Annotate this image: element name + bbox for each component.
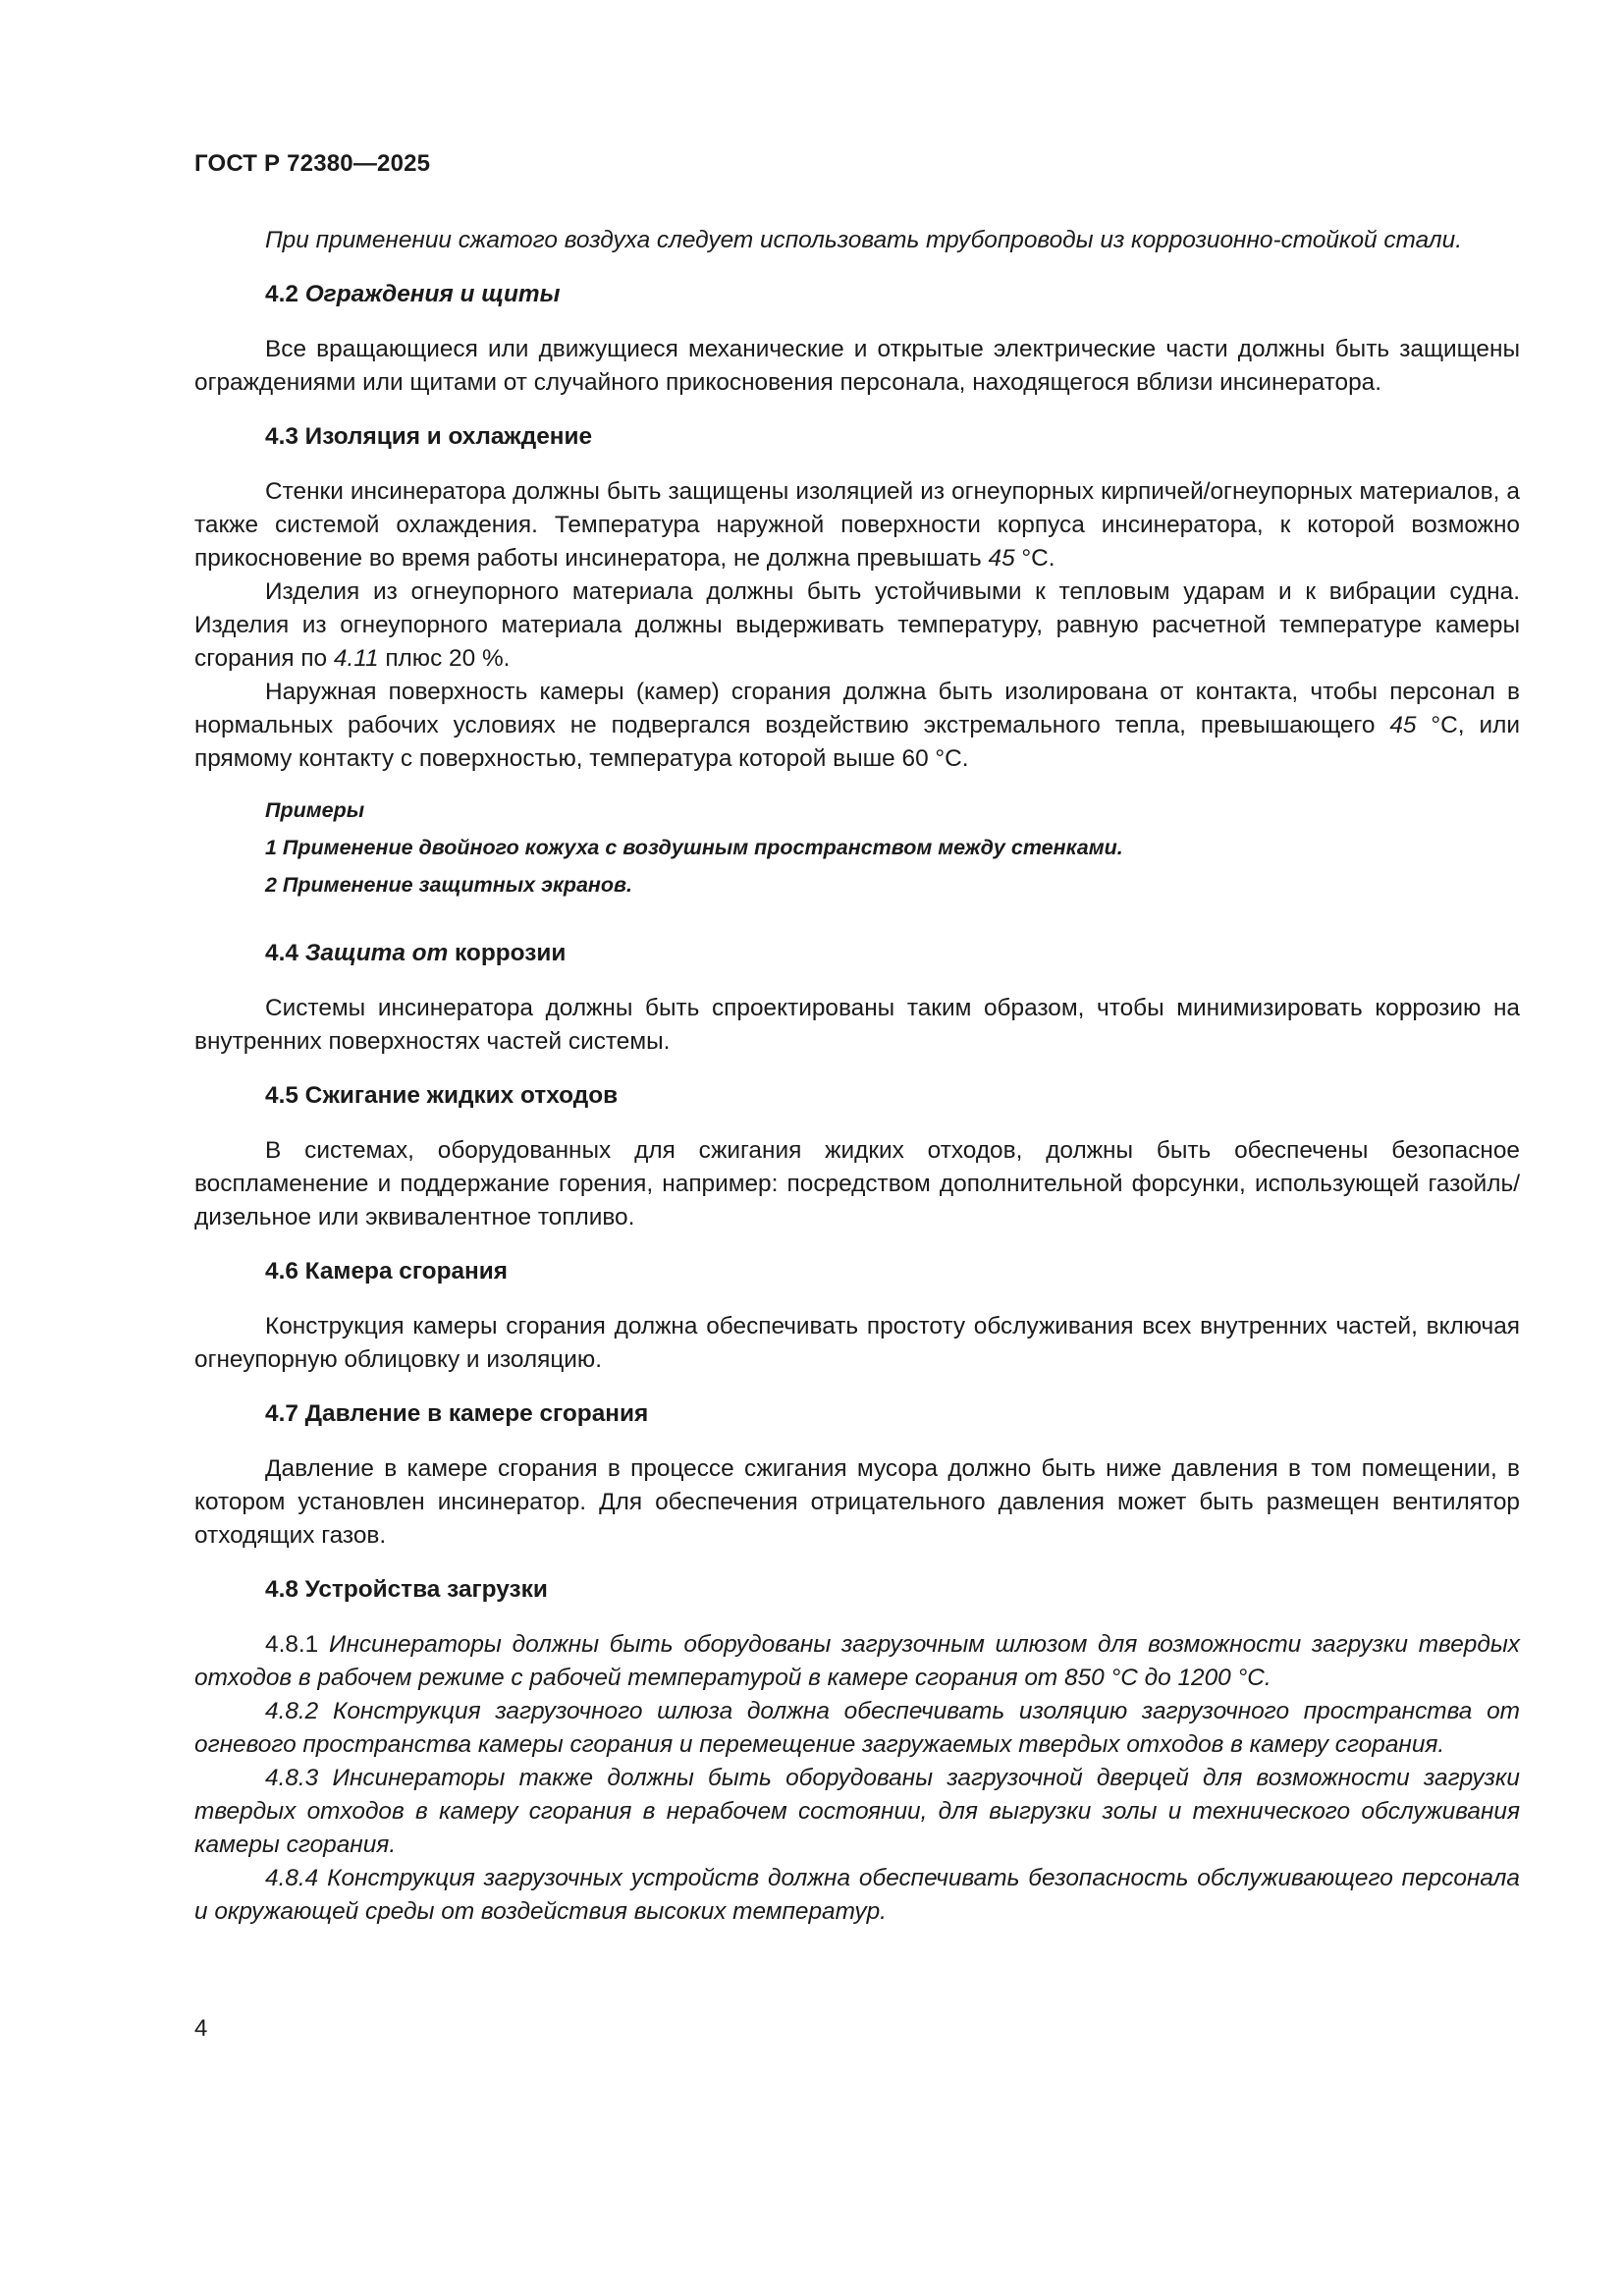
section-4-3-paragraph-2: Изделия из огнеупорного материала должны быть устойчивыми к тепловым ударам и к вибрации судна. Изделия из огнеупорного материала должны выдерживать температуру, равную расчетной температуре камеры сгорания по 4.11 плюс 20 %. <box>194 578 1520 672</box>
section-4-3-heading: 4.3 Изоляция и охлаждение <box>265 423 593 450</box>
section-4-6-paragraph: Конструкция камеры сгорания должна обеспечивать простоту обслуживания всех внутренних частей, включая огнеупорную облицовку и изоляцию. <box>194 1313 1520 1373</box>
section-4-2-number: 4.2 <box>265 281 298 307</box>
section-4-5-heading: 4.5 Сжигание жидких отходов <box>265 1082 619 1109</box>
clause-reference: 4.11 <box>333 645 379 672</box>
examples-title: Примеры <box>265 798 365 822</box>
section-4-6-heading: 4.6 Камера сгорания <box>265 1258 509 1285</box>
example-1: 1 Применение двойного кожуха с воздушным пространством между стенками. <box>265 836 1123 859</box>
section-4-2-heading <box>194 278 1520 311</box>
clause-4-8-2: 4.8.2 Конструкция загрузочного шлюза должна обеспечивать изоляцию загрузочного пространства от огневого пространства камеры сгорания и перемещение загружаемых твердых отходов в камеру сгорания. <box>194 1698 1520 1758</box>
document-body <box>194 224 1520 1929</box>
section-4-7-heading: 4.7 Давление в камере сгорания <box>265 1400 649 1427</box>
section-4-4-title-italic: Защита от <box>304 940 449 966</box>
page-number: 4 <box>194 2015 208 2042</box>
intro-paragraph: При применении сжатого воздуха следует использовать трубопроводы из коррозионно-стойкой стали. <box>265 227 1462 253</box>
temperature-value: 45 <box>1389 712 1417 738</box>
section-4-5-paragraph: В системах, оборудованных для сжигания жидких отходов, должны быть обеспечены безопасное воспламенение и поддержание горения, например: посредством дополнительной форсунки, использующей газойль/дизельное или эквивалентное топливо. <box>194 1137 1520 1230</box>
section-4-3-paragraph-3: Наружная поверхность камеры (камер) сгорания должна быть изолирована от контакта, чтобы персонал в нормальных рабочих условиях не подвергался воздействию экстремального тепла, превышающего 45 °С, или прямому контакту с поверхностью, температура которой выше 60 °С. <box>194 679 1520 772</box>
document-header: ГОСТ Р 72380—2025 <box>194 150 431 177</box>
clause-4-8-1: 4.8.1 Инсинераторы должны быть оборудованы загрузочным шлюзом для возможности загрузки твердых отходов в рабочем режиме с рабочей температурой в камере сгорания от 850 °С до 1200 °С. <box>194 1631 1520 1691</box>
temperature-value: 45 <box>988 545 1015 572</box>
section-4-3-paragraph-1: Стенки инсинератора должны быть защищены изоляцией из огнеупорных кирпичей/огнеупорных материалов, а также системой охлаждения. Температура наружной поверхности корпуса инсинератора, к которой возможно прикосновение во время работы инсинератора, не должна превышать 45 °С. <box>194 478 1520 572</box>
section-4-4-paragraph: Системы инсинератора должны быть спроектированы таким образом, чтобы минимизировать коррозию на внутренних поверхностях частей системы. <box>194 995 1520 1055</box>
section-4-2-title: Ограждения и щиты <box>304 281 561 307</box>
clause-4-8-3: 4.8.3 Инсинераторы также должны быть оборудованы загрузочной дверцей для возможности загрузки твердых отходов в камеру сгорания в нерабочем состоянии, для выгрузки золы и технического обслуживания камеры сгорания. <box>194 1765 1520 1858</box>
section-4-2-paragraph: Все вращающиеся или движущиеся механические и открытые электрические части должны быть защищены ограждениями или щитами от случайного прикосновения персонала, находящегося вблизи инсинератора. <box>194 336 1520 396</box>
section-4-4-number: 4.4 <box>265 940 298 966</box>
example-2: 2 Применение защитных экранов. <box>265 873 633 897</box>
section-4-8-heading: 4.8 Устройства загрузки <box>265 1576 548 1603</box>
clause-4-8-1-number: 4.8.1 <box>265 1631 319 1658</box>
clause-4-8-4: 4.8.4 Конструкция загрузочных устройств должна обеспечивать безопасность обслуживающего персонала и окружающей среды от воздействия высоких температур. <box>194 1865 1520 1925</box>
section-4-7-paragraph: Давление в камере сгорания в процессе сжигания мусора должно быть ниже давления в том помещении, в котором установлен инсинератор. Для обеспечения отрицательного давления может быть размещен вентилятор отходящих газов. <box>194 1455 1520 1549</box>
section-4-4-title-rest: коррозии <box>455 940 567 966</box>
section-4-4-heading <box>194 937 1520 970</box>
